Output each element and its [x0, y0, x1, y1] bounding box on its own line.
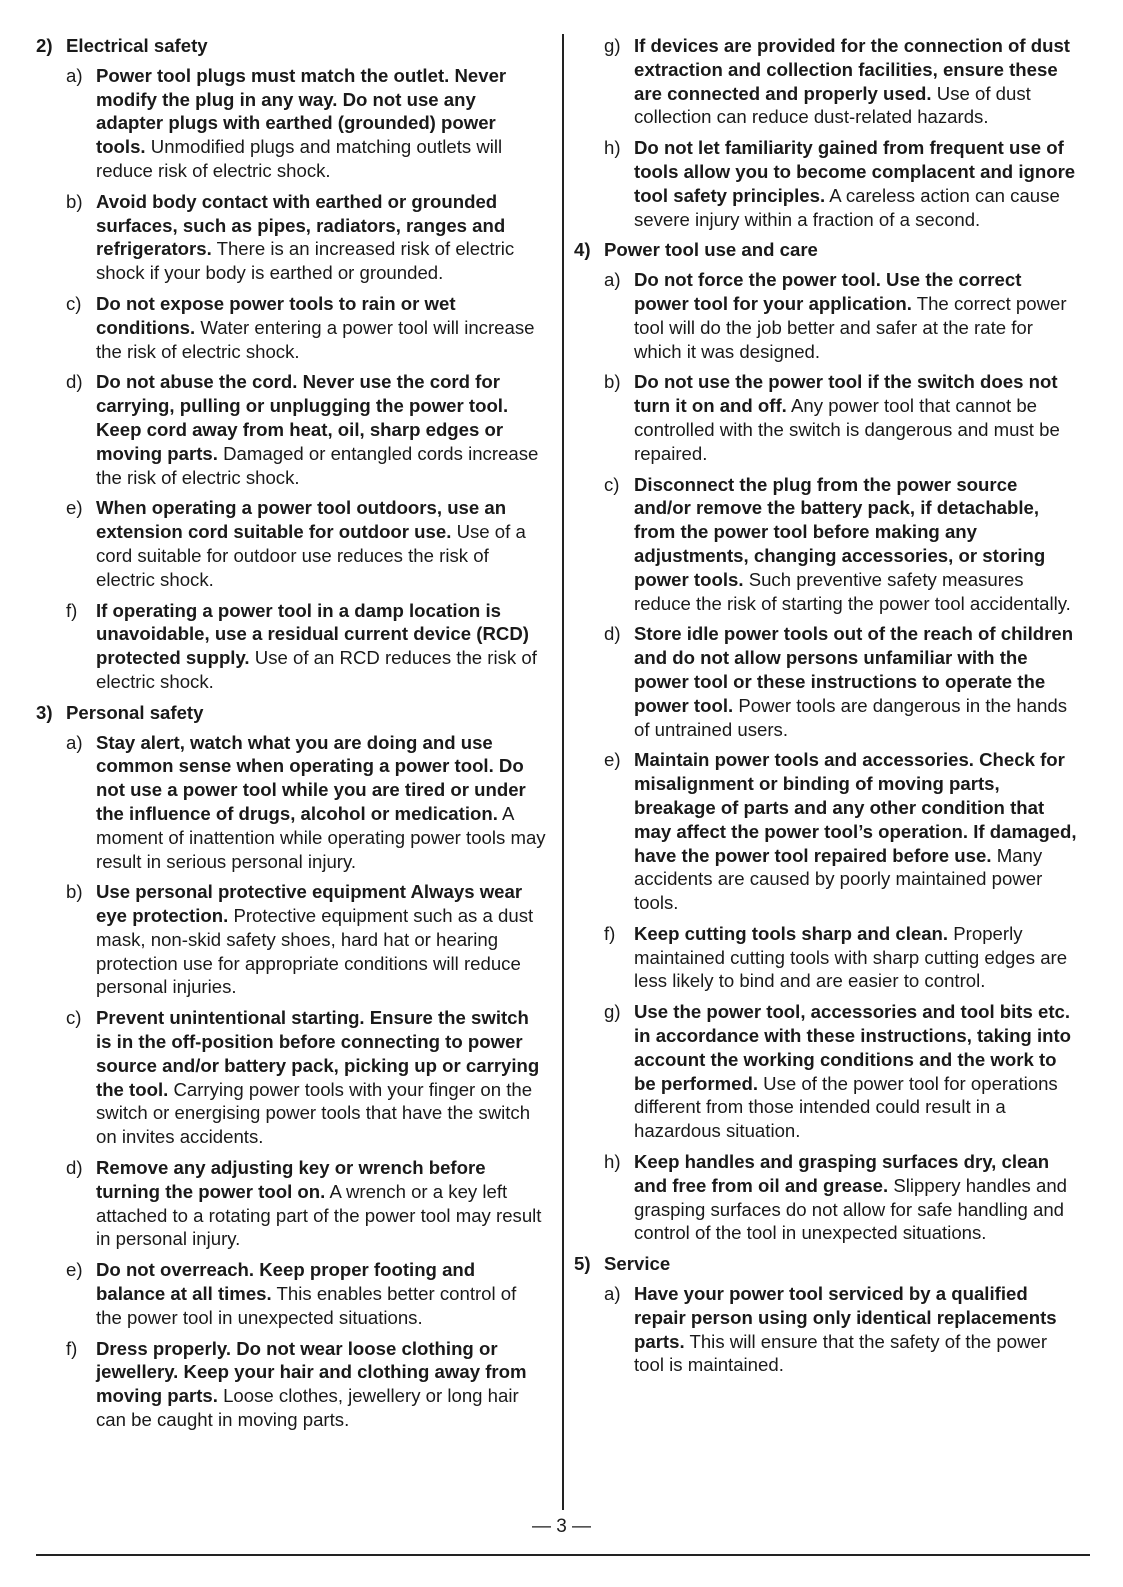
list-item — [66, 370, 546, 489]
list-item — [604, 136, 1079, 231]
list-item — [66, 880, 546, 999]
item-bold-text: Dress properly. Do not wear loose clothing or jewellery. Keep your hair and clothing away from moving parts. — [96, 1337, 527, 1407]
item-bold-text: Do not overreach. Keep proper footing and balance at all times. — [96, 1259, 476, 1305]
item-body — [634, 622, 1079, 741]
item-body — [96, 190, 546, 285]
list-item — [66, 1337, 546, 1432]
item-letter: a) — [604, 269, 621, 291]
item-bold-text: Keep handles and grasping surfaces dry, clean and free from oil and grease. — [634, 1151, 1050, 1196]
item-bold-text: Keep cutting tools sharp and clean. — [634, 922, 949, 944]
column-divider — [562, 34, 564, 1510]
item-bold-text: Remove any adjusting key or wrench before turning the power tool on. — [96, 1157, 486, 1202]
list-item — [604, 622, 1079, 741]
item-body — [96, 292, 546, 363]
item-letter: f) — [66, 599, 78, 621]
item-bold-text: Use personal protective equipment Always wear eye protection. — [96, 881, 523, 927]
list-item — [66, 1156, 546, 1251]
item-body — [634, 34, 1079, 129]
section-number: 5) — [574, 1253, 591, 1275]
list-item — [604, 34, 1079, 129]
section-title: Service — [604, 1253, 671, 1275]
item-letter: c) — [66, 292, 82, 314]
item-bold-text: Stay alert, watch what you are doing and use common sense when operating a power tool. Do not use a power tool while you are tired or under the influence of drugs, alcohol or medication. — [96, 731, 526, 824]
section-heading — [574, 238, 1079, 262]
list-item — [66, 1006, 546, 1149]
list-item — [604, 1000, 1079, 1143]
item-letter: a) — [66, 64, 83, 86]
item-body — [96, 370, 546, 489]
item-letter: b) — [66, 190, 83, 212]
item-letter: c) — [604, 473, 620, 495]
list-item — [66, 292, 546, 363]
section-heading — [36, 701, 546, 725]
item-letter: h) — [604, 1151, 621, 1173]
item-bold-text: Have your power tool serviced by a qualified repair person using only identical replacements parts. — [634, 1283, 1057, 1352]
item-text: Water entering a power tool will increase the risk of electric shock. — [96, 316, 535, 362]
list-item — [66, 190, 546, 285]
item-letter: f) — [604, 922, 616, 944]
item-body — [634, 370, 1079, 465]
list-item — [604, 922, 1079, 993]
item-bold-text: If operating a power tool in a damp location is unavoidable, use a residual current device (RCD) protected supply. — [96, 599, 529, 669]
item-text: This will ensure that the safety of the power tool is maintained. — [634, 1330, 1048, 1376]
item-text: Such preventive safety measures reduce the risk of starting the power tool accidentally. — [634, 568, 1071, 614]
item-text: A careless action can cause severe injury within a fraction of a second. — [634, 184, 1060, 230]
item-text: This enables better control of the power tool in unexpected situations. — [96, 1283, 517, 1328]
item-text: Use of dust collection can reduce dust-related hazards. — [634, 82, 1031, 128]
item-letter: d) — [66, 1157, 83, 1179]
item-body — [634, 473, 1079, 616]
item-body — [634, 1000, 1079, 1143]
page-number: — 3 — — [531, 1516, 592, 1537]
item-body — [96, 1156, 546, 1251]
item-body — [634, 136, 1079, 231]
item-letter: e) — [604, 749, 621, 771]
item-text: Use of the power tool for operations different from those intended could result in a hazardous situation. — [634, 1072, 1058, 1142]
item-bold-text: Do not let familiarity gained from frequent use of tools allow you to become complacent and ignore tool safety principles. — [634, 137, 1076, 206]
item-letter: b) — [604, 371, 621, 393]
list-item — [604, 473, 1079, 616]
item-letter: b) — [66, 881, 83, 903]
section-heading — [574, 1252, 1079, 1276]
item-bold-text: Store idle power tools out of the reach of children and do not allow persons unfamiliar with the power tool or these instructions to operate the power tool. — [634, 623, 1074, 716]
item-letter: f) — [66, 1337, 78, 1359]
item-bold-text: Avoid body contact with earthed or grounded surfaces, such as pipes, radiators, ranges and refrigerators. — [96, 190, 506, 260]
item-letter: e) — [66, 1259, 83, 1281]
list-item — [604, 1282, 1079, 1377]
list-item — [604, 268, 1079, 363]
item-letter: d) — [604, 623, 621, 645]
item-bold-text: Maintain power tools and accessories. Check for misalignment or binding of moving parts, breakage of parts and any other condition that may affect the power tool’s operation. If damaged, have the power tool repaired before use. — [634, 749, 1077, 866]
item-text: The correct power tool will do the job better and safer at the rate for which it was designed. — [634, 292, 1067, 362]
item-bold-text: When operating a power tool outdoors, use an extension cord suitable for outdoor use. — [96, 497, 507, 543]
list-item — [604, 1150, 1079, 1245]
item-body — [96, 599, 546, 694]
item-bold-text: Use the power tool, accessories and tool bits etc. in accordance with these instructions, taking into account the working conditions and the work to be performed. — [634, 1001, 1072, 1094]
item-body — [96, 1337, 546, 1432]
item-text: Many accidents are caused by poorly maintained power tools. — [634, 844, 1043, 914]
left-column — [36, 34, 546, 1439]
item-body — [96, 64, 546, 183]
item-text: Loose clothes, jewellery or long hair can be caught in moving parts. — [96, 1385, 519, 1431]
item-letter: c) — [66, 1007, 82, 1029]
item-bold-text: Do not force the power tool. Use the correct power tool for your application. — [634, 269, 1022, 314]
item-body — [634, 1150, 1079, 1245]
list-item — [66, 599, 546, 694]
section-title: Electrical safety — [66, 35, 208, 56]
item-bold-text: Power tool plugs must match the outlet. Never modify the plug in any way. Do not use any adapter plugs with earthed (grounded) power tools. — [96, 64, 507, 158]
item-body — [634, 1282, 1079, 1377]
section-title: Power tool use and care — [604, 239, 818, 261]
item-text: Slippery handles and grasping surfaces do not allow for safe handling and control of the tool in unexpected situations. — [634, 1174, 1068, 1244]
item-letter: e) — [66, 497, 83, 519]
item-bold-text: Do not use the power tool if the switch does not turn it on and off. — [634, 371, 1058, 417]
item-letter: g) — [604, 35, 621, 56]
item-bold-text: Do not abuse the cord. Never use the cord for carrying, pulling or unplugging the power tool. Keep cord away from heat, oil, sharp edges or moving parts. — [96, 371, 509, 464]
item-bold-text: If devices are provided for the connection of dust extraction and collection facilities, ensure these are connected and properly used. — [634, 35, 1070, 104]
item-text: Power tools are dangerous in the hands of untrained users. — [634, 694, 1068, 740]
item-text: Use of a cord suitable for outdoor use reduces the risk of electric shock. — [96, 521, 526, 590]
item-bold-text: Disconnect the plug from the power source and/or remove the battery pack, if detachable, from the power tool before making any adjustments, changing accessories, or storing power tools. — [634, 473, 1046, 590]
list-item — [66, 1258, 546, 1329]
item-text: Damaged or entangled cords increase the risk of electric shock. — [96, 442, 539, 488]
right-column — [574, 34, 1079, 1384]
list-item — [604, 748, 1079, 915]
item-text: Use of an RCD reduces the risk of electric shock. — [96, 647, 537, 692]
section-heading — [36, 34, 546, 58]
item-letter: a) — [604, 1283, 621, 1305]
section-number: 3) — [36, 701, 53, 723]
item-bold-text: Do not expose power tools to rain or wet conditions. — [96, 292, 456, 338]
item-body — [634, 268, 1079, 363]
item-letter: d) — [66, 371, 83, 393]
item-letter: g) — [604, 1001, 621, 1023]
footer-rule — [36, 1554, 1090, 1556]
item-body — [96, 1006, 546, 1149]
list-item — [66, 64, 546, 183]
item-letter: a) — [66, 731, 83, 753]
item-text: Properly maintained cutting tools with sharp cutting edges are less likely to bind and are easier to control. — [634, 922, 1068, 992]
item-body — [96, 496, 546, 591]
item-body — [634, 748, 1079, 915]
item-text: A moment of inattention while operating power tools may result in serious personal injury. — [96, 802, 546, 872]
item-body — [96, 1258, 546, 1329]
item-text: A wrench or a key left attached to a rotating part of the power tool may result in personal injury. — [96, 1180, 542, 1250]
section-number: 2) — [36, 35, 53, 56]
item-text: Any power tool that cannot be controlled with the switch is dangerous and must be repaired. — [634, 395, 1060, 464]
item-body — [96, 731, 546, 874]
item-bold-text: Prevent unintentional starting. Ensure the switch is in the off-position before connecting to power source and/or battery pack, picking up or carrying the tool. — [96, 1007, 540, 1100]
section-number: 4) — [574, 239, 591, 261]
item-body — [634, 922, 1079, 993]
list-item — [66, 731, 546, 874]
list-item — [604, 370, 1079, 465]
item-text: There is an increased risk of electric shock if your body is earthed or grounded. — [96, 238, 515, 284]
item-text: Unmodified plugs and matching outlets will reduce risk of electric shock. — [96, 136, 503, 181]
item-body — [96, 880, 546, 999]
item-text: Protective equipment such as a dust mask, non-skid safety shoes, hard hat or hearing protection use for appropriate conditions will reduce personal injuries. — [96, 905, 534, 998]
section-title: Personal safety — [66, 701, 204, 723]
item-letter: h) — [604, 137, 621, 159]
item-text: Carrying power tools with your finger on the switch or energising power tools that have the switch on invites accidents. — [96, 1078, 533, 1148]
list-item — [66, 496, 546, 591]
